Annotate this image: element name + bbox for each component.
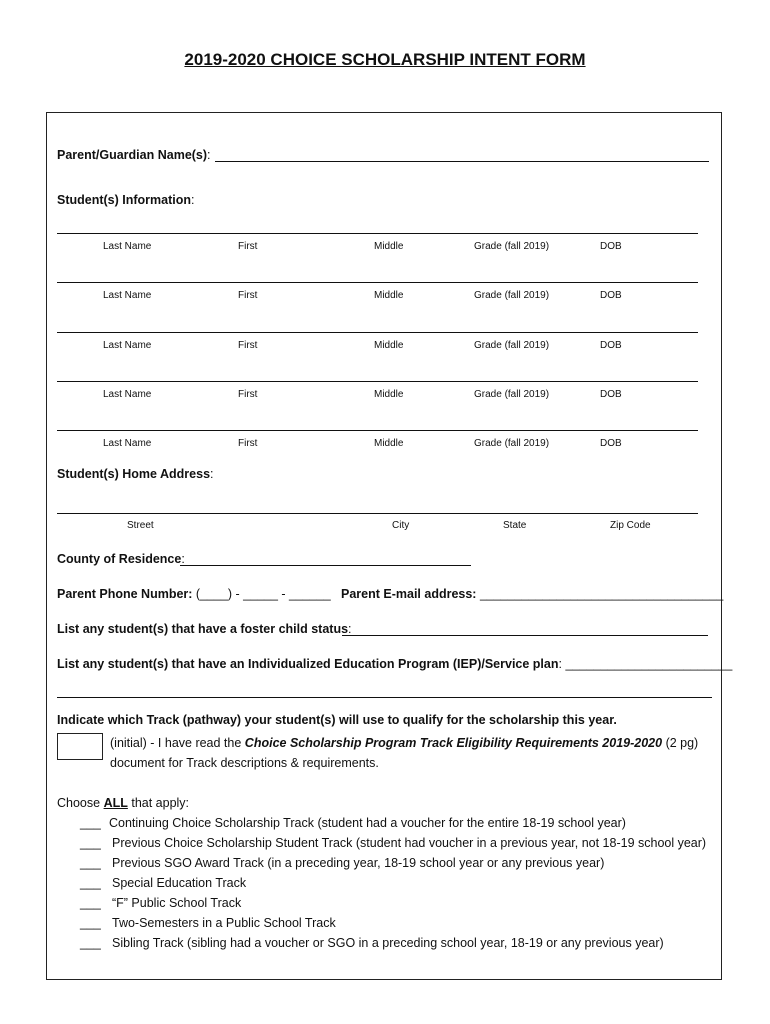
student-col-middle: Middle	[374, 438, 404, 450]
initial-statement-line2: document for Track descriptions & requirements.	[110, 756, 379, 770]
student-line[interactable]	[57, 430, 698, 431]
track-option: Previous SGO Award Track (in a preceding year, 18-19 school year or any previous year)	[112, 856, 605, 870]
student-col-dob: DOB	[600, 290, 622, 302]
student-col-dob: DOB	[600, 388, 622, 400]
student-col-dob: DOB	[600, 339, 622, 351]
student-col-first: First	[238, 438, 258, 450]
student-col-last-name: Last Name	[103, 438, 152, 450]
student-col-first: First	[238, 290, 258, 302]
form-title: 2019-2020 CHOICE SCHOLARSHIP INTENT FORM	[184, 50, 586, 69]
foster-field[interactable]	[342, 635, 708, 636]
track-option: Continuing Choice Scholarship Track (student had a voucher for the entire 18-19 school year)	[109, 816, 626, 830]
student-col-first: First	[238, 339, 258, 351]
track-heading: Indicate which Track (pathway) your student(s) will use to qualify for the scholarship this year.	[57, 713, 617, 727]
county-label: County of Residence:	[57, 552, 185, 566]
student-line[interactable]	[57, 381, 698, 382]
track-option: Previous Choice Scholarship Student Track (student had voucher in a previous year, not 18-19 school year)	[112, 836, 707, 850]
parent-name-label: Parent/Guardian Name(s):	[57, 148, 211, 162]
track-option: “F” Public School Track	[112, 896, 242, 910]
initial-box[interactable]	[57, 733, 103, 760]
email-row: Parent E-mail address: ___________________________________	[341, 587, 724, 601]
initial-statement: (initial) - I have read the Choice Scholarship Program Track Eligibility Requirements 2019-2020 (2 pg)	[110, 736, 699, 750]
track-option: Sibling Track (sibling had a voucher or SGO in a preceding school year, 18-19 or any previous year)	[112, 936, 664, 950]
student-col-grade: Grade (fall 2019)	[474, 438, 550, 450]
home-address-label: Student(s) Home Address:	[57, 467, 214, 481]
address-col-city: City	[392, 520, 410, 531]
phone-row: Parent Phone Number: (____) - _____ - ______	[57, 587, 331, 601]
address-col-street: Street	[127, 520, 154, 531]
student-col-dob: DOB	[600, 241, 622, 252]
email-field[interactable]: ___________________________________	[479, 587, 724, 601]
student-col-grade: Grade (fall 2019)	[474, 241, 550, 252]
address-col-zip: Zip Code	[610, 520, 651, 531]
track-blank[interactable]: ___	[80, 916, 101, 930]
student-line[interactable]	[57, 282, 698, 283]
county-field[interactable]	[180, 565, 471, 566]
track-blank[interactable]: ___	[80, 856, 101, 870]
student-col-first: First	[238, 241, 258, 252]
student-col-middle: Middle	[374, 388, 404, 400]
address-col-state: State	[503, 520, 527, 531]
student-col-grade: Grade (fall 2019)	[474, 339, 550, 351]
home-address-field[interactable]	[57, 513, 698, 514]
student-col-last-name: Last Name	[103, 388, 152, 400]
iep-extra-line[interactable]	[57, 697, 712, 698]
student-line[interactable]	[57, 233, 698, 234]
iep-label: List any student(s) that have an Individualized Education Program (IEP)/Service plan: ________________________	[57, 657, 733, 671]
requirements-doc-title: Choice Scholarship Program Track Eligibility Requirements 2019-2020	[244, 736, 663, 750]
student-col-last-name: Last Name	[103, 290, 152, 302]
student-col-middle: Middle	[374, 290, 404, 302]
student-col-dob: DOB	[600, 438, 622, 450]
track-option: Special Education Track	[112, 876, 247, 890]
student-col-middle: Middle	[374, 339, 404, 351]
student-col-middle: Middle	[374, 241, 404, 252]
students-info-label: Student(s) Information:	[57, 193, 195, 207]
phone-field[interactable]: (____) - _____ - ______	[195, 587, 331, 601]
track-option: Two-Semesters in a Public School Track	[112, 916, 336, 930]
track-blank[interactable]: ___	[80, 876, 101, 890]
choose-all-label: Choose ALL that apply:	[57, 796, 190, 810]
student-col-last-name: Last Name	[103, 241, 152, 252]
track-blank[interactable]: ___	[80, 836, 101, 850]
student-col-last-name: Last Name	[103, 339, 152, 351]
student-col-first: First	[238, 388, 258, 400]
student-col-grade: Grade (fall 2019)	[474, 290, 550, 302]
foster-label: List any student(s) that have a foster child status:	[57, 622, 352, 636]
iep-field[interactable]: ________________________	[565, 657, 733, 671]
parent-name-field[interactable]	[215, 161, 709, 162]
student-line[interactable]	[57, 332, 698, 333]
track-blank[interactable]: ___	[80, 896, 101, 910]
track-blank[interactable]: ___	[80, 816, 101, 830]
student-col-grade: Grade (fall 2019)	[474, 388, 550, 400]
track-blank[interactable]: ___	[80, 936, 101, 950]
